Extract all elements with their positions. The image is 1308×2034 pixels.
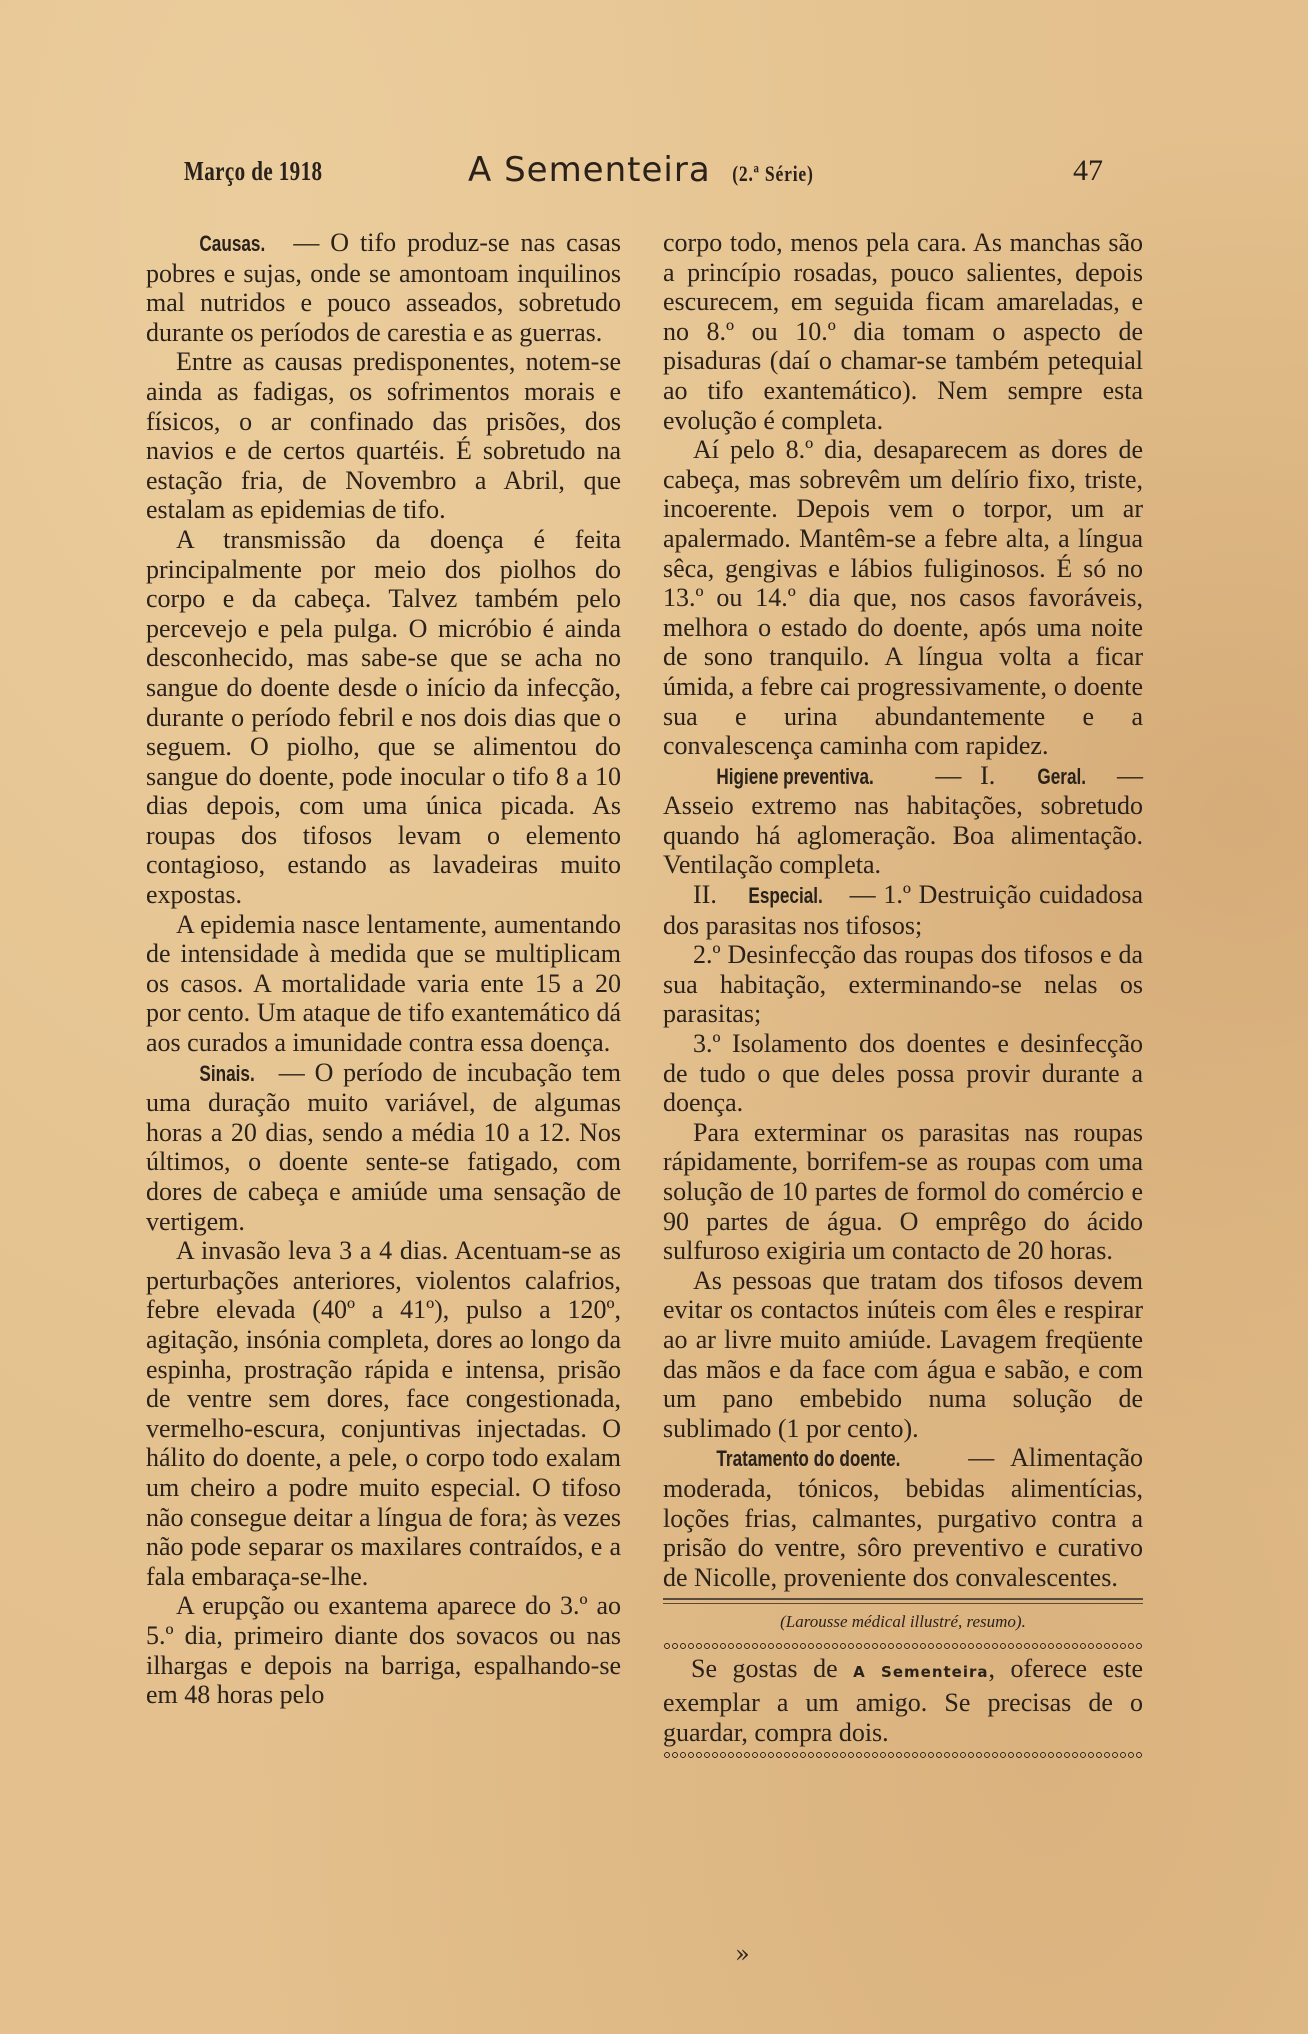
- paragraph: [146, 228, 621, 347]
- paragraph: [146, 525, 621, 910]
- paragraph: [146, 347, 621, 525]
- ornamental-rule-top: [663, 1642, 1143, 1650]
- section-lead: Sinais.: [199, 1060, 255, 1086]
- divider-rule: [663, 1598, 1143, 1604]
- section-lead: Higiene preventiva.: [716, 763, 874, 789]
- page-number: 47: [1073, 154, 1103, 187]
- paragraph-text: — Alimentação moderada, tónicos, bebidas alimentícias, loções frias, calmantes, purgativo contra a prisão do ventre, sôro preventivo e curativo de Nicolle, proveniente dos convalescentes.: [663, 1443, 1143, 1592]
- paragraph-text: — Asseio extremo nas habitações, sobretudo quando há aglomeração. Boa alimentação. Ventilação completa.: [663, 760, 1143, 880]
- section-lead: Causas.: [199, 231, 266, 256]
- paragraph-text: A invasão leva 3 a 4 dias. Acentuam-se as perturbações anteriores, violentos calafrios, febre elevada (40º a 41º), pulso a 120º, agitação, insónia completa, dores ao longo da espinha, prostração rápida e intensa, prisão de ventre sem dores, face congestionada, vermelho-escura, conjuntivas injectadas. O hálito do doente, a pele, o corpo todo exalam um cheiro a podre muito especial. O tifoso não consegue deitar a língua de fora; às vezes não pode separar os maxilares contraídos, e a fala embaraça-se-lhe.: [146, 1236, 622, 1591]
- paragraph: [663, 1266, 1143, 1444]
- paragraph: [663, 1029, 1143, 1118]
- paragraph: [663, 1443, 1143, 1592]
- paragraph: [663, 435, 1143, 761]
- paragraph-text: A erupção ou exantema aparece do 3.º ao 5.º dia, primeiro diante dos sovacos ou nas ilhargas e depois na barriga, espalhando-se em 48 horas pelo: [146, 1591, 621, 1710]
- promo-brand: A Sementeira: [853, 1663, 989, 1682]
- paragraph: [146, 1236, 621, 1591]
- ornamental-rule-bottom: [663, 1751, 1143, 1759]
- paragraph: [663, 1118, 1143, 1266]
- paragraph-text: Aí pelo 8.º dia, desaparecem as dores de cabeça, mas sobrevêm um delírio fixo, triste, incoerente. Depois vem o torpor, um ar apalermado. Mantêm-se a febre alta, a língua sêca, gengivas e lábios fuliginosos. É só no 13.º ou 14.º dia que, nos casos favoráveis, melhora o estado do doente, após uma noite de sono tranquilo. A língua volta a ficar úmida, a febre cai progressivamente, o doente sua e urina abundantemente e a convalescença caminha com rapidez.: [663, 435, 1143, 761]
- journal-title: [468, 150, 824, 190]
- issue-date: Março de 1918: [184, 156, 323, 186]
- paragraph: [146, 1058, 621, 1237]
- paragraph-text: As pessoas que tratam dos tifosos devem evitar os contactos inúteis com êles e respirar ao ar livre muito amiúde. Lavagem freqüente das mãos e da face com água e sabão, e com um pano embebido numa solução de sublimado (1 por cento).: [663, 1265, 1143, 1443]
- section-lead: Tratamento do doente.: [716, 1446, 901, 1472]
- paragraph: [146, 910, 621, 1058]
- paragraph: [663, 880, 1143, 940]
- paragraph-text: — O tifo produz-se nas casas pobres e sujas, onde se amontoam inquilinos mal nutridos e pouco asseados, sobretudo durante os períodos de carestia e as guerras.: [146, 228, 621, 347]
- right-column: [663, 228, 1143, 1763]
- paragraph: [663, 761, 1143, 880]
- journal-name: A Sementeira: [468, 150, 711, 190]
- paragraph-text: A transmissão da doença é feita principalmente por meio dos piolhos do corpo e da cabeça. Talvez também pelo percevejo e pela pulga. O micróbio é ainda desconhecido, mas sabe-se que se acha no sangue do doente desde o início da infecção, durante o período febril e nos dois dias que o seguem. O piolho, que se alimentou do sangue do doente, pode inocular o tifo 8 a 10 dias depois, com uma única picada. As roupas dos tifosos levam o elemento contagioso, estando as lavadeiras muito expostas.: [146, 524, 621, 910]
- left-column: [146, 228, 621, 1710]
- promo-note: [663, 1654, 1143, 1747]
- source-note: (Larousse médical illustré, resumo).: [780, 1612, 1026, 1632]
- promo-before: Se gostas de: [691, 1654, 854, 1684]
- paragraph-text: — O período de incubação tem uma duração muito variável, de algumas horas a 20 dias, sendo a média 10 a 12. Nos últimos, o doente sente-se fatigado, com dores de cabeça e amiúde uma sensação de vertigem.: [146, 1057, 621, 1236]
- paragraph-text: II.: [693, 880, 725, 910]
- page-header: [148, 150, 1123, 196]
- paragraph: [663, 228, 1143, 435]
- paragraph-text: A epidemia nasce lentamente, aumentando de intensidade à medida que se multiplicam os casos. A mortalidade varia ente 15 a 20 por cento. Um ataque de tifo exantemático dá aos curados a imunidade contra essa doença.: [146, 909, 621, 1058]
- section-lead: Geral.: [1037, 763, 1086, 789]
- paragraph-text: — I.: [916, 760, 1014, 790]
- paragraph-text: corpo todo, menos pela cara. As manchas são a princípio rosadas, pouco salientes, depois escurecem, em seguida ficam amareladas, e no 8.º ou 10.º dia tomam o aspecto de pisaduras (daí o chamar-se também petequial ao tifo exantemático). Nem sempre esta evolução é completa.: [663, 228, 1143, 435]
- paragraph-text: — 1.º Destruição cuidadosa dos parasitas nos tifosos;: [663, 880, 1143, 940]
- footer-mark: »: [735, 1940, 750, 1968]
- journal-series: (2.ª Série): [732, 161, 815, 186]
- paragraph-text: 2.º Desinfecção das roupas dos tifosos e da sua habitação, exterminando-se nelas os parasitas;: [663, 940, 1143, 1029]
- paragraph-text: Para exterminar os parasitas nas roupas rápidamente, borrifem-se as roupas com uma solução de 10 partes de formol do comércio e 90 partes de água. O emprêgo do ácido sulfuroso exigiria um contacto de 20 horas.: [663, 1117, 1143, 1266]
- paragraph-text: 3.º Isolamento dos doentes e desinfecção de tudo o que deles possa provir durante a doença.: [663, 1029, 1143, 1118]
- promo-after: , oferece este exemplar a um amigo. Se precisas de o guardar, compra dois.: [663, 1654, 1143, 1747]
- section-lead: Especial.: [747, 883, 823, 909]
- paragraph: [663, 940, 1143, 1029]
- paragraph: [146, 1591, 621, 1709]
- right-column-paragraphs: [663, 228, 1143, 1592]
- paragraph-text: Entre as causas predisponentes, notem-se ainda as fadigas, os sofrimentos morais e físicos, o ar confinado das prisões, dos navios e de certos quartéis. É sobretudo na estação fria, de Novembro a Abril, que estalam as epidemias de tifo.: [146, 347, 621, 525]
